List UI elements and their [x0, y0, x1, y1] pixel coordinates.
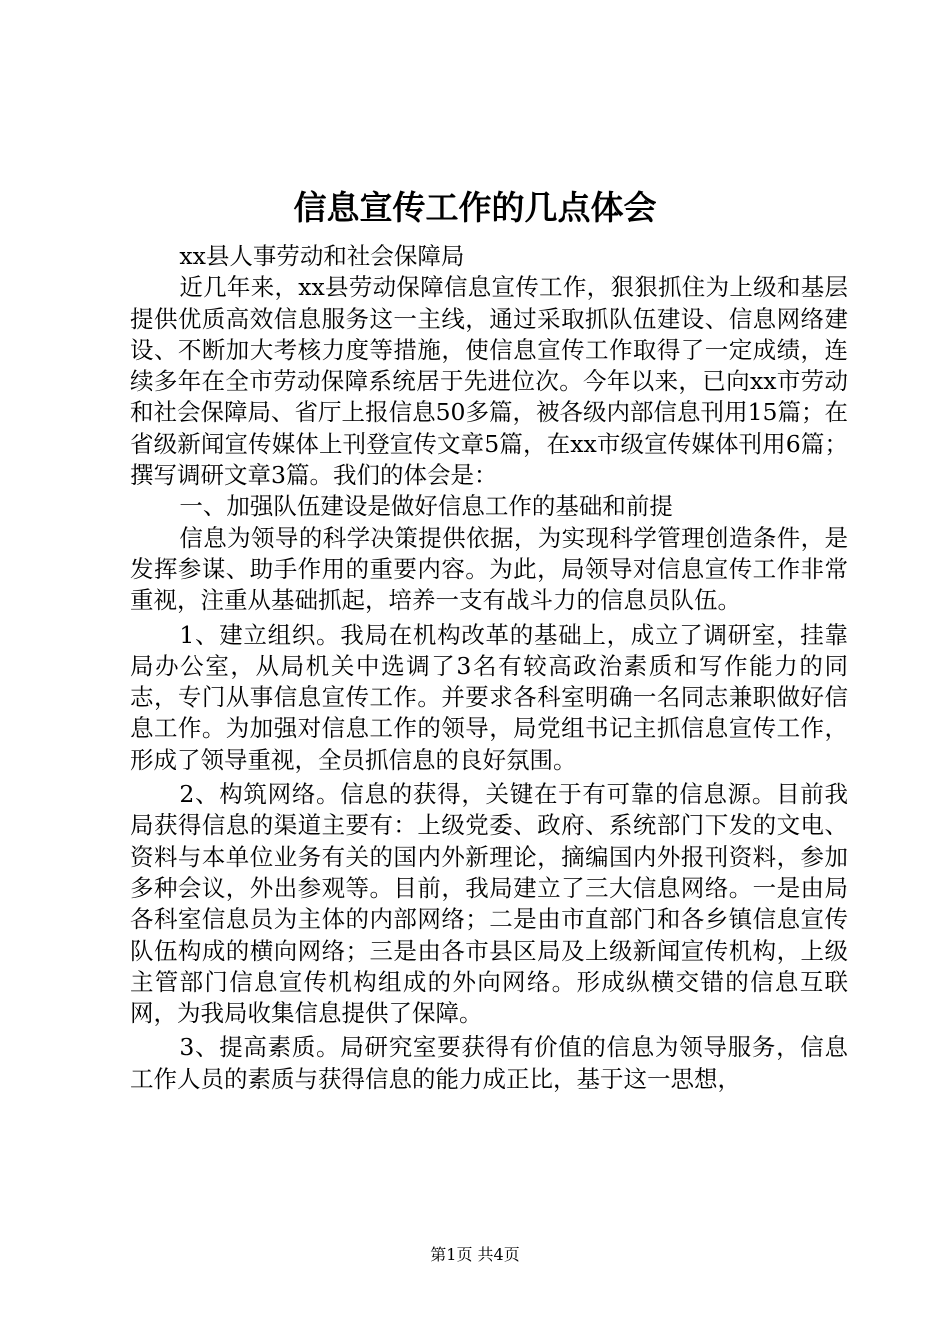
author-line: xx县人事劳动和社会保障局	[179, 242, 465, 270]
page-number-footer: 第1页 共4页	[430, 1245, 520, 1264]
document-body	[130, 241, 848, 1095]
body-paragraph: 1、建立组织。我局在机构改革的基础上，成立了调研室，挂靠局办公室，从局机关中选调了3名有较高政治素质和写作能力的同志，专门从事信息宣传工作。并要求各科室明确一名同志兼职做好信息工作。为加强对信息工作的领导，局党组书记主抓信息宣传工作，形成了领导重视，全员抓信息的良好氛围。	[130, 620, 848, 774]
body-paragraph: 3、提高素质。局研究室要获得有价值的信息为领导服务，信息工作人员的素质与获得信息的能力成正比，基于这一思想，	[130, 1033, 848, 1093]
body-paragraph: 近几年来，xx县劳动保障信息宣传工作，狠狠抓住为上级和基层提供优质高效信息服务这一主线，通过采取抓队伍建设、信息网络建设、不断加大考核力度等措施，使信息宣传工作取得了一定成绩，连续多年在全市劳动保障系统居于先进位次。今年以来，已向xx市劳动和社会保障局、省厅上报信息50多篇，被各级内部信息刊用15篇；在省级新闻宣传媒体上刊登宣传文章5篇，在xx市级宣传媒体刊用6篇；撰写调研文章3篇。我们的体会是：	[130, 273, 848, 490]
body-paragraph: 2、构筑网络。信息的获得，关键在于有可靠的信息源。目前我局获得信息的渠道主要有：上级党委、政府、系统部门下发的文电、资料与本单位业务有关的国内外新理论，摘编国内外报刊资料，参加多种会议，外出参观等。目前，我局建立了三大信息网络。一是由局各科室信息员为主体的内部网络；二是由市直部门和各乡镇信息宣传队伍构成的横向网络；三是由各市县区局及上级新闻宣传机构，上级主管部门信息宣传机构组成的外向网络。形成纵横交错的信息互联网，为我局收集信息提供了保障。	[130, 780, 848, 1028]
section-heading: 一、加强队伍建设是做好信息工作的基础和前提	[179, 492, 673, 521]
document-title: 信息宣传工作的几点体会	[293, 188, 657, 227]
body-paragraph: 信息为领导的科学决策提供依据，为实现科学管理创造条件，是发挥参谋、助手作用的重要内容。为此，局领导对信息宣传工作非常重视，注重从基础抓起，培养一支有战斗力的信息员队伍。	[130, 523, 848, 615]
